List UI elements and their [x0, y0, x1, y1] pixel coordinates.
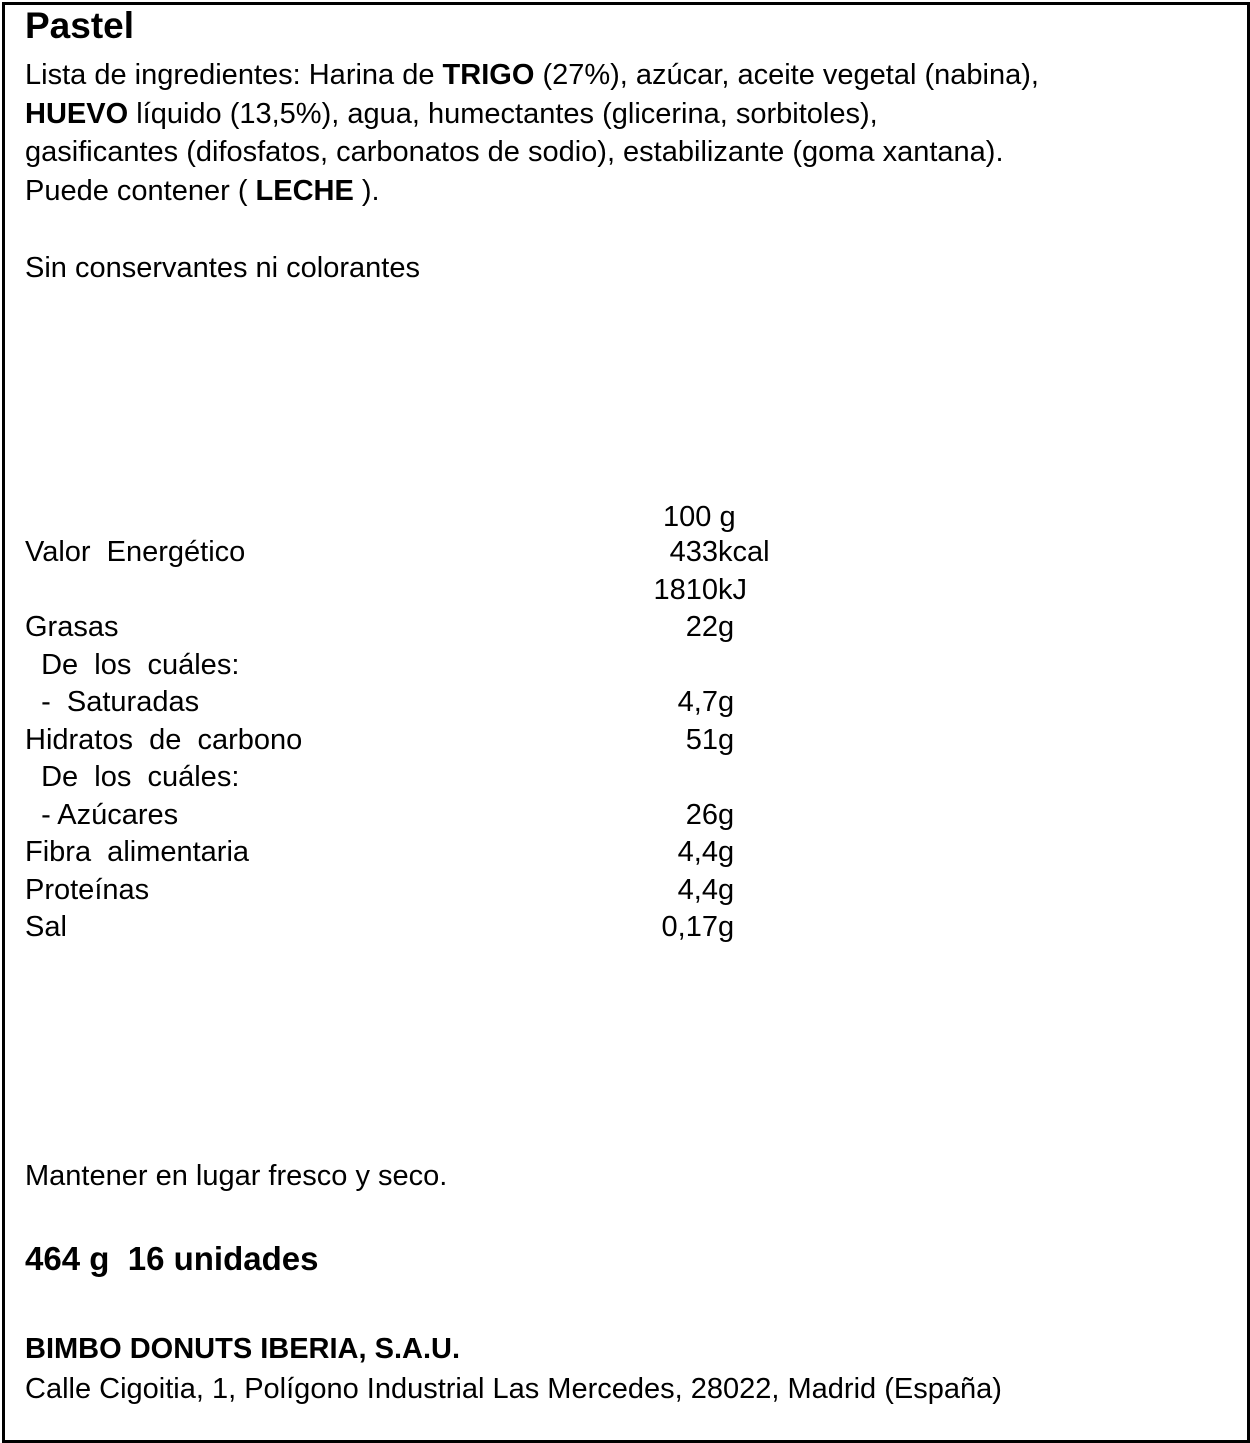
nutrition-row-value: 433: [669, 536, 718, 568]
nutrition-per-header: 100 g: [663, 501, 736, 533]
ingredients-list: [25, 56, 1039, 210]
nutrition-row-unit: g: [718, 686, 735, 718]
nutrition-row-unit: g: [718, 611, 735, 643]
nutrition-row-label: De los cuáles:: [25, 761, 240, 793]
ingredients-line-2: [25, 95, 1039, 134]
nutrition-row-label: Proteínas: [25, 874, 150, 906]
nutrition-row-unit: g: [718, 874, 735, 906]
nutrition-row-label: Grasas: [25, 611, 119, 643]
net-content: 464 g 16 unidades: [25, 1240, 319, 1277]
nutrition-row-value: 0,17: [661, 911, 718, 943]
nutrition-row-unit: kcal: [718, 536, 770, 568]
nutrition-row-label: - Saturadas: [25, 686, 200, 718]
nutrition-row-value: 22: [685, 611, 718, 643]
ingredients-text: ).: [353, 174, 380, 207]
ingredients-line-1: [25, 56, 1039, 95]
nutrition-row-unit: g: [718, 799, 735, 831]
no-preservatives-claim: Sin conservantes ni colorantes: [25, 252, 420, 284]
nutrition-row-label: Valor Energético: [25, 536, 246, 568]
product-title: Pastel: [25, 5, 135, 46]
ingredients-text: Lista de ingredientes: Harina de: [25, 59, 443, 91]
nutrition-row-unit: g: [718, 724, 735, 756]
ingredients-text: líquido (13,5%), agua, humectantes (glicerina, sorbitoles),: [128, 97, 878, 130]
nutrition-row-label: Hidratos de carbono: [25, 724, 303, 756]
nutrition-row-unit: kJ: [718, 574, 747, 606]
allergen-egg: HUEVO: [25, 97, 129, 130]
nutrition-row-value: 51: [685, 724, 718, 756]
nutrition-row-value: 1810: [653, 574, 718, 606]
ingredients-text: Puede contener (: [25, 174, 256, 207]
allergen-warning: [25, 172, 1039, 211]
nutrition-row-value: 4,4: [677, 874, 718, 906]
company-address: Calle Cigoitia, 1, Polígono Industrial Las Mercedes, 28022, Madrid (España): [25, 1373, 1002, 1405]
nutrition-row-value: 26: [685, 799, 718, 831]
allergen-wheat: TRIGO: [442, 59, 535, 91]
nutrition-row-label: - Azúcares: [25, 799, 179, 831]
nutrition-row-unit: g: [718, 836, 735, 868]
company-name: BIMBO DONUTS IBERIA, S.A.U.: [25, 1333, 461, 1365]
ingredients-line-3: gasificantes (difosfatos, carbonatos de sodio), estabilizante (goma xantana).: [25, 136, 1004, 168]
nutrition-row-value: 4,7: [677, 686, 718, 718]
ingredients-text: (27%), azúcar, aceite vegetal (nabina),: [534, 59, 1039, 91]
nutrition-row-value: 4,4: [677, 836, 718, 868]
allergen-milk: LECHE: [255, 174, 354, 207]
nutrition-row-label: De los cuáles:: [25, 649, 240, 681]
storage-instructions: Mantener en lugar fresco y seco.: [25, 1160, 448, 1192]
nutrition-row-label: Sal: [25, 911, 67, 943]
nutrition-row-unit: g: [718, 911, 735, 943]
nutrition-row-label: Fibra alimentaria: [25, 836, 250, 868]
